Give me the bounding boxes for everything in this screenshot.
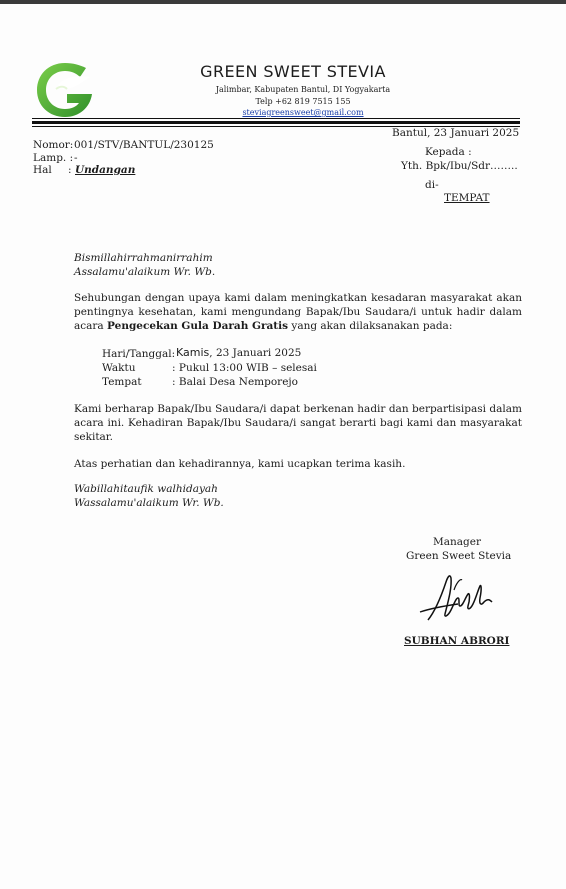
recipient-kepada: Kepada : <box>425 146 472 158</box>
paragraph-hope: Kami berharap Bapak/Ibu Saudara/i dapat berkenan hadir dan berpartisipasi dalam acara ini. Kehadiran Bapak/Ibu Saudara/i sangat berarti bagi kami dan masyarakat sekitar. <box>74 403 522 443</box>
signer-org: Green Sweet Stevia <box>406 550 512 562</box>
recipient-yth: Yth. Bpk/Ibu/Sdr…….. <box>401 160 518 172</box>
handwritten-signature-icon <box>418 570 498 628</box>
detail-place-value: : Balai Desa Nemporejo <box>172 376 298 388</box>
recipient-di: di- <box>425 179 439 191</box>
signer-name: SUBHAN ABRORI <box>404 635 510 647</box>
company-phone: Telp +62 819 7515 155 <box>255 97 351 106</box>
detail-place-label: Tempat <box>102 376 142 388</box>
opening-bismillah: Bismillahirrahmanirrahim <box>74 252 213 264</box>
hal-colon: : <box>68 164 72 176</box>
paragraph-invitation-text: Sehubungan dengan upaya kami dalam meningkatkan kesadaran masyarakat akan pentingnya kesehatan, kami mengundang Bapak/Ibu Saudara/i untuk hadir dalam acara <box>74 292 522 332</box>
letter-page <box>0 4 566 889</box>
detail-date: , 23 Januari 2025 <box>209 347 302 359</box>
signer-title: Manager <box>433 536 481 548</box>
paragraph-thanks: Atas perhatian dan kehadirannya, kami ucapkan terima kasih. <box>74 458 406 470</box>
paragraph-invitation-end: yang akan dilaksanakan pada: <box>288 320 453 332</box>
event-name: Pengecekan Gula Darah Gratis <box>107 320 289 332</box>
lamp-value: - <box>74 152 78 164</box>
recipient-tempat: TEMPAT <box>444 192 490 204</box>
detail-date-label: Hari/Tanggal: <box>102 348 176 360</box>
opening-salam: Assalamu'alaikum Wr. Wb. <box>74 266 216 278</box>
closing-wabillahi: Wabillahitaufik walhidayah <box>74 483 218 495</box>
company-email-link[interactable]: steviagreensweet@gmail.com <box>242 108 364 117</box>
company-name: GREEN SWEET STEVIA <box>200 62 386 81</box>
header-rule-thin <box>32 118 520 119</box>
hal-label: Hal <box>33 164 52 176</box>
detail-date-value <box>176 346 301 360</box>
hal-value: Undangan <box>75 164 136 176</box>
paragraph-invitation <box>74 291 522 333</box>
header-rule-thick <box>32 121 520 124</box>
detail-time-label: Waktu <box>102 362 136 374</box>
nomor-value: 001/STV/BANTUL/230125 <box>74 139 214 151</box>
place-date: Bantul, 23 Januari 2025 <box>392 127 520 139</box>
detail-time-value: : Pukul 13:00 WIB – selesai <box>172 362 317 374</box>
detail-day: Kamis <box>176 346 210 359</box>
lamp-label: Lamp. : <box>33 152 74 164</box>
company-address: Jalimbar, Kabupaten Bantul, DI Yogyakarta <box>215 85 391 94</box>
nomor-label: Nomor: <box>33 139 74 151</box>
closing-salam: Wassalamu'alaikum Wr. Wb. <box>74 497 224 509</box>
